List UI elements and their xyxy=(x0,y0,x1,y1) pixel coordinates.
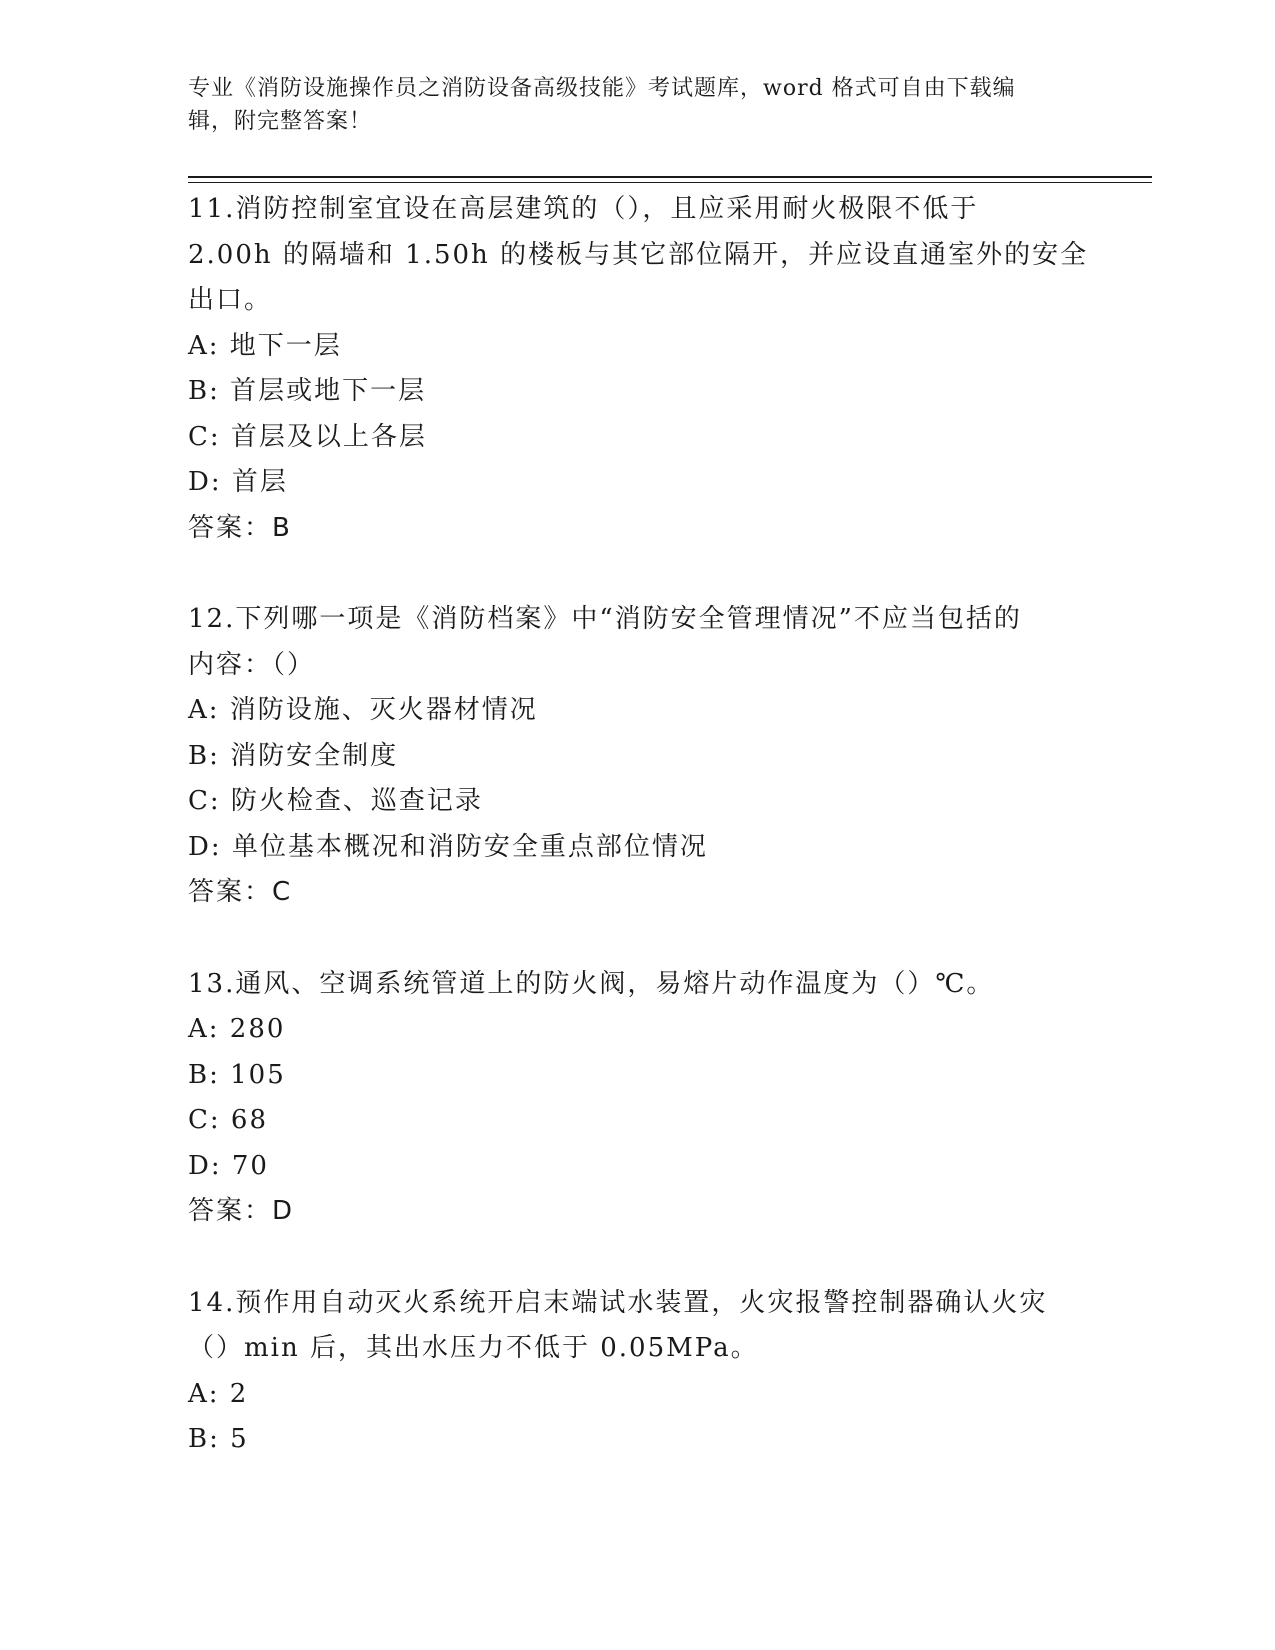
question-11 xyxy=(188,187,1148,551)
answer: 答案：C xyxy=(188,877,293,907)
option-d: D: 70 xyxy=(188,1150,269,1181)
option-a: A: 2 xyxy=(188,1378,249,1409)
option-c: C: 防火检查、巡查记录 xyxy=(188,786,483,816)
question-stem: 11.消防控制室宜设在高层建筑的（），且应采用耐火极限不低于 xyxy=(188,194,979,224)
header-divider-thick xyxy=(188,176,1152,178)
option-a: A: 地下一层 xyxy=(188,330,342,361)
option-b: B: 5 xyxy=(188,1424,249,1454)
question-14 xyxy=(188,1281,1148,1463)
option-d: D: 首层 xyxy=(188,467,288,497)
header-line-1: 专业《消防设施操作员之消防设备高级技能》考试题库，word 格式可自由下载编 xyxy=(188,76,1016,101)
answer: 答案：B xyxy=(188,512,292,543)
question-12 xyxy=(188,597,1148,916)
question-stem: （）min 后，其出水压力不低于 0.05MPa。 xyxy=(188,1333,759,1363)
question-stem: 出口。 xyxy=(188,285,273,315)
option-b: B: 首层或地下一层 xyxy=(188,376,427,406)
header-divider-thin xyxy=(188,182,1152,183)
option-b: B: 消防安全制度 xyxy=(188,740,399,771)
question-13 xyxy=(188,962,1148,1235)
question-stem: 2.00h 的隔墙和 1.50h 的楼板与其它部位隔开，并应设直通室外的安全 xyxy=(188,239,1089,270)
question-stem: 12.下列哪一项是《消防档案》中“消防安全管理情况”不应当包括的 xyxy=(188,604,1022,634)
option-d: D: 单位基本概况和消防安全重点部位情况 xyxy=(188,831,708,862)
option-c: C: 68 xyxy=(188,1105,269,1135)
option-b: B: 105 xyxy=(188,1059,286,1090)
question-stem: 内容：（） xyxy=(188,649,316,680)
answer: 答案：D xyxy=(188,1196,295,1226)
question-stem: 13.通风、空调系统管道上的防火阀，易熔片动作温度为（）℃。 xyxy=(188,968,995,999)
question-stem: 14.预作用自动灭火系统开启末端试水装置，火灾报警控制器确认火灾 xyxy=(188,1287,1048,1318)
option-a: A: 消防设施、灭火器材情况 xyxy=(188,695,538,725)
question-list xyxy=(188,187,1148,1509)
header-line-2: 辑，附完整答案！ xyxy=(188,109,373,134)
document-header xyxy=(188,72,1068,138)
option-a: A: 280 xyxy=(188,1014,286,1044)
option-c: C: 首层及以上各层 xyxy=(188,421,427,452)
